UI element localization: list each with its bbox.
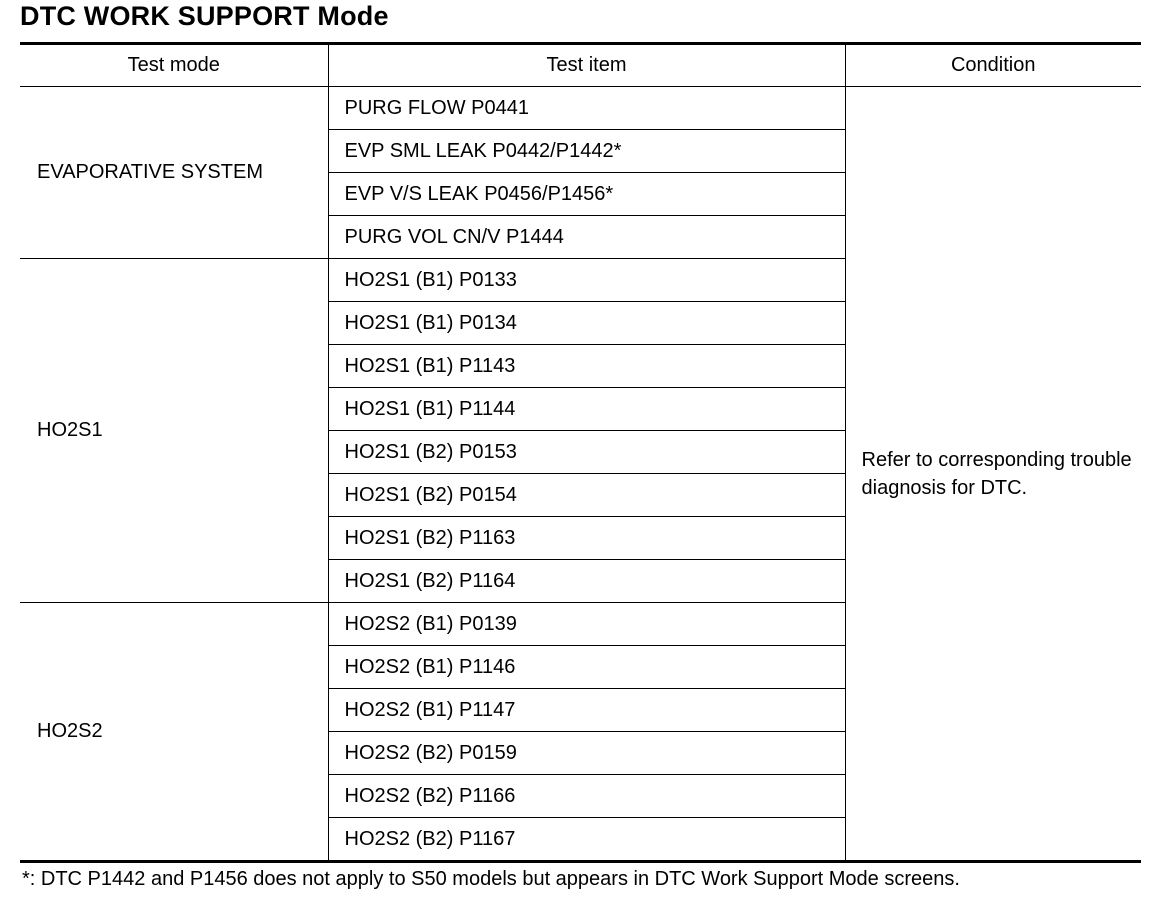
dtc-work-support-table-container <box>20 42 1141 863</box>
test-mode-cell: HO2S1 <box>20 259 328 603</box>
header-condition: Condition <box>950 54 1036 76</box>
test-mode-cell: EVAPORATIVE SYSTEM <box>20 87 328 259</box>
test-item-cell: HO2S1 (B1) P1143 <box>328 345 845 388</box>
test-item-cell: HO2S2 (B2) P1167 <box>328 818 845 862</box>
table-body <box>20 87 1141 862</box>
page-title: DTC WORK SUPPORT Mode <box>20 1 389 31</box>
test-item-cell: HO2S2 (B2) P0159 <box>328 732 845 775</box>
test-item-cell: HO2S1 (B2) P1164 <box>328 560 845 603</box>
test-item-cell: HO2S2 (B1) P1146 <box>328 646 845 689</box>
header-test-mode: Test mode <box>20 44 328 87</box>
test-item-cell: PURG FLOW P0441 <box>328 87 845 130</box>
footnote: *: DTC P1442 and P1456 does not apply to S50 models but appears in DTC Work Support Mode screens. <box>22 868 960 890</box>
test-item-cell: HO2S2 (B1) P0139 <box>328 603 845 646</box>
test-item-cell: HO2S2 (B1) P1147 <box>328 689 845 732</box>
test-item-cell: EVP V/S LEAK P0456/P1456* <box>328 173 845 216</box>
dtc-work-support-table <box>20 42 1141 863</box>
table-row <box>20 87 1141 130</box>
test-mode-cell: HO2S2 <box>20 603 328 862</box>
test-item-cell: HO2S2 (B2) P1166 <box>328 775 845 818</box>
test-item-cell: HO2S1 (B1) P0133 <box>328 259 845 302</box>
header-test-item: Test item <box>328 44 845 87</box>
test-item-cell: HO2S1 (B1) P0134 <box>328 302 845 345</box>
condition-cell: Refer to corresponding trouble diagnosis for DTC. <box>861 448 1132 499</box>
test-item-cell: EVP SML LEAK P0442/P1442* <box>328 130 845 173</box>
test-item-cell: PURG VOL CN/V P1444 <box>328 216 845 259</box>
test-item-cell: HO2S1 (B2) P0154 <box>328 474 845 517</box>
test-item-cell: HO2S1 (B2) P1163 <box>328 517 845 560</box>
table-header-row <box>20 44 1141 87</box>
test-item-cell: HO2S1 (B2) P0153 <box>328 431 845 474</box>
test-item-cell: HO2S1 (B1) P1144 <box>328 388 845 431</box>
